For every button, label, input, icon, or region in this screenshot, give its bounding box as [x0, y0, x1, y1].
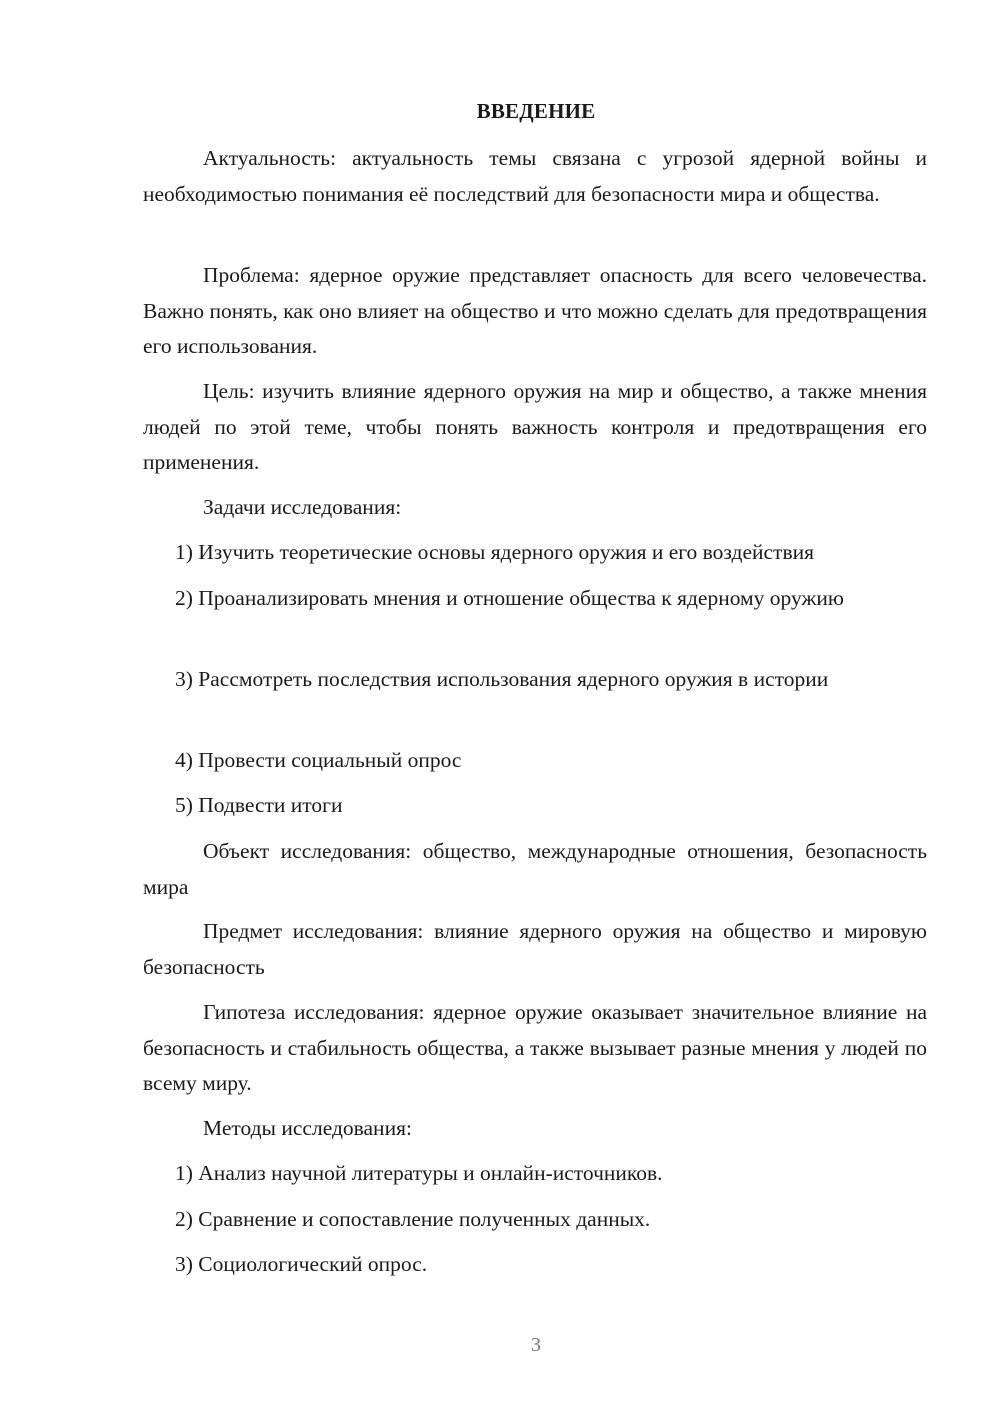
method-item-2: 2) Сравнение и сопоставление полученных данных.: [175, 1207, 651, 1231]
page-number: 3: [531, 1334, 541, 1356]
method-item-1: 1) Анализ научной литературы и онлайн-источников.: [175, 1161, 663, 1185]
task-item-2: 2) Проанализировать мнения и отношение общества к ядерному оружию: [175, 586, 844, 610]
methods-heading: Методы исследования:: [203, 1116, 412, 1140]
task-item-3: 3) Рассмотреть последствия использования ядерного оружия в истории: [175, 667, 829, 691]
task-item-4: 4) Провести социальный опрос: [175, 748, 462, 772]
task-item-5: 5) Подвести итоги: [175, 793, 343, 817]
paragraph-object: Объект исследования: общество, международные отношения, безопасность мира: [143, 839, 927, 899]
paragraph-problem: Проблема: ядерное оружие представляет опасность для всего человечества. Важно понять, как оно влияет на общество и что можно сделать для предотвращения его использования.: [143, 263, 927, 358]
paragraph-hypothesis: Гипотеза исследования: ядерное оружие оказывает значительное влияние на безопасность и стабильность общества, а также вызывает разные мнения у людей по всему миру.: [143, 1000, 927, 1095]
method-item-3: 3) Социологический опрос.: [175, 1252, 428, 1276]
paragraph-relevance: Актуальность: актуальность темы связана с угрозой ядерной войны и необходимостью понимания её последствий для безопасности мира и общества.: [143, 146, 927, 206]
paragraph-subject: Предмет исследования: влияние ядерного оружия на общество и мировую безопасность: [143, 919, 927, 979]
paragraph-goal: Цель: изучить влияние ядерного оружия на мир и общество, а также мнения людей по этой теме, чтобы понять важность контроля и предотвращения его применения.: [143, 379, 927, 474]
page-title: ВВЕДЕНИЕ: [476, 99, 596, 123]
tasks-heading: Задачи исследования:: [203, 495, 402, 519]
task-item-1: 1) Изучить теоретические основы ядерного оружия и его воздействия: [175, 540, 814, 564]
